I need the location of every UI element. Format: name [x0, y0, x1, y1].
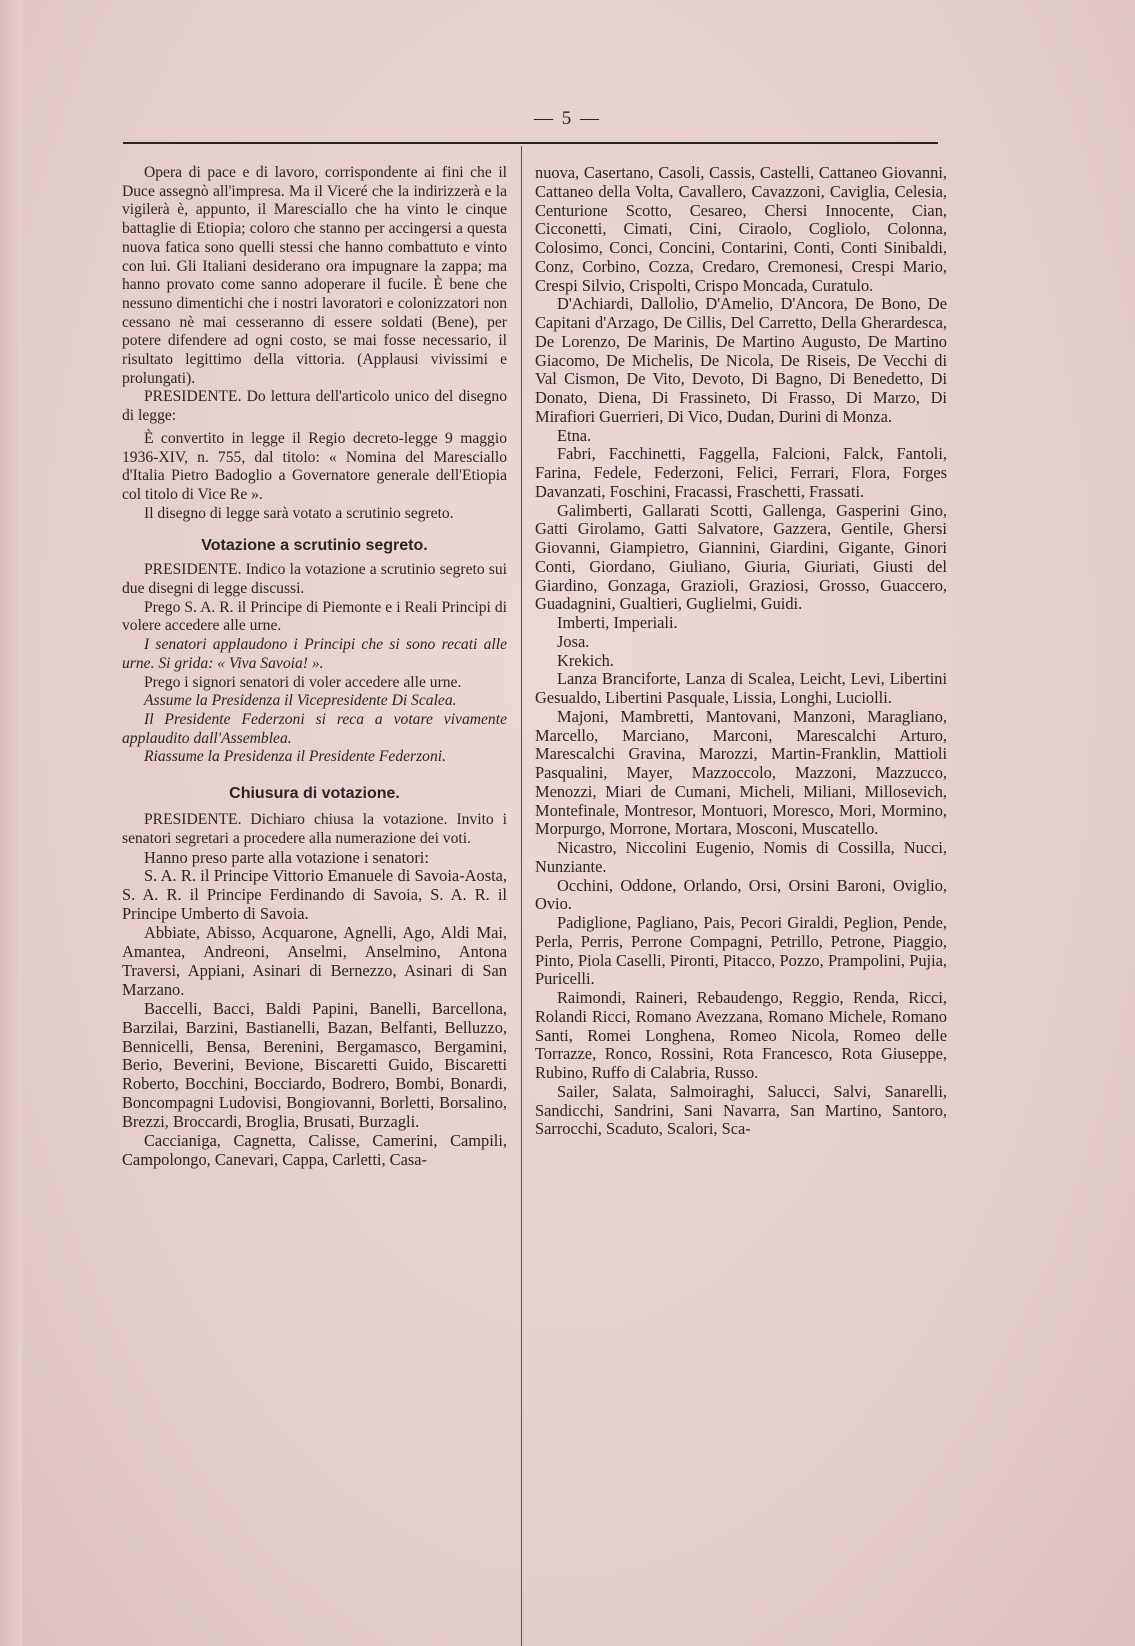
senators-g: Galimberti, Gallarati Scotti, Gallenga, Gasperini Gino, Gatti Girolamo, Gatti Salvatore, Gazzera, Gentile, Ghersi Giovanni, Giampietro, Giannini, Giardini, Gigante, Ginori Conti, Giordano, Giuliano, Giuria, Giuriati, Giusti del Giardino, Gonzaga, Grazioli, Graziosi, Grosso, Guaccero, Guadagnini, Gualtieri, Guglielmi, Guidi. [535, 500, 947, 614]
senators-b: Baccelli, Bacci, Baldi Papini, Banelli, Barcellona, Barzilai, Barzini, Bastianelli, Bazan, Belfanti, Belluzzo, Bennicelli, Bensa, Berenini, Bergamasco, Bergamini, Berio, Beverini, Bevione, Biscaretti Guido, Biscaretti Roberto, Bocchini, Bocciardo, Bodrero, Bombi, Bonardi, Boncompagni Ludovisi, Bongiovanni, Borletti, Borsalino, Brezzi, Broccardi, Broglia, Brusati, Burzagli. [122, 998, 507, 1132]
paragraph-hanno-preso: Hanno preso parte alla votazione i senatori: [144, 847, 429, 867]
senators-l: Lanza Branciforte, Lanza di Scalea, Leicht, Levi, Libertini Gesualdo, Libertini Pasquale, Lissia, Longhi, Luciolli. [535, 669, 947, 707]
senators-d: D'Achiardi, Dallolio, D'Amelio, D'Ancora, De Bono, De Capitani d'Arzago, De Cillis, Del Carretto, Della Gherardesca, De Lorenzo, De Marinis, De Martino Augusto, De Martino Giacomo, De Michelis, De Nicola, De Riseis, De Vecchi di Val Cismon, De Vito, Devoto, Di Bagno, Di Benedetto, Di Donato, Diena, Di Frassineto, Di Frasso, Di Marzo, Di Mirafiori Guerrieri, Di Vico, Dudan, Durini di Monza. [535, 294, 947, 426]
paragraph-opera: Opera di pace e di lavoro, corrispondente ai fini che il Duce assegnò all'impresa. Ma il Viceré che la indirizzerà e la vigilerà è, appunto, il Maresciallo che ha vinto le cinque battaglie di Etiopia; coloro che stanno per accingersi a questa nuova fatica sono quelli stessi che hanno combattuto e vinto con lui. Gli Italiani desiderano ora impugnare la zappa; ma hanno provato come sanno adoperare il fucile. È bene che nessuno dimentichi che i nostri lavoratori e colonizzatori non cessano nè mai cesseranno di essere soldati (Bene), per potere difendere ad ogni costo, se mai fosse necessario, il risultato legittimo della vittoria. (Applausi vivissimi e prolungati). [122, 164, 507, 387]
paragraph-principi: S. A. R. il Principe Vittorio Emanuele di Savoia-Aosta, S. A. R. il Principe Ferdinando di Savoia, S. A. R. il Principe Umberto di Savoia. [122, 866, 507, 924]
senators-n: Nicastro, Niccolini Eugenio, Nomis di Cossilla, Nucci, Nunziante. [535, 838, 947, 876]
page-number: — 5 — [534, 108, 601, 129]
paragraph-indico: PRESIDENTE. Indico la votazione a scrutinio segreto sui due disegni di legge discussi. [122, 561, 507, 598]
senators-m: Majoni, Mambretti, Mantovani, Manzoni, Maragliano, Marcello, Marciano, Marconi, Marescalchi Arturo, Marescalchi Gravina, Marozzi, Martin-Franklin, Mattioli Pasqualini, Mayer, Mazzoccolo, Mazzoni, Mazzucco, Menozzi, Miari de Cumani, Micheli, Miliani, Millosevich, Montefinale, Montresor, Montuori, Moresco, Mori, Mormino, Morpurgo, Morrone, Mortara, Mosconi, Muscatello. [535, 706, 947, 839]
paragraph-disegno: Il disegno di legge sarà votato a scrutinio segreto. [144, 504, 454, 522]
paragraph-prego-senatori: Prego i signori senatori di voler accedere alle urne. [144, 673, 462, 691]
senators-r: Raimondi, Raineri, Rebaudengo, Reggio, Renda, Ricci, Rolandi Ricci, Romano Avezzana, Romano Michele, Romano Santi, Romei Longhena, Romeo Nicola, Romeo delle Torrazze, Ronco, Rossini, Rota Francesco, Rota Giuseppe, Rubino, Ruffo di Calabria, Russo. [535, 988, 947, 1082]
senators-c-start: Caccianiga, Cagnetta, Calisse, Camerini, Campili, Campolongo, Canevari, Cappa, Carletti, Casa- [122, 1131, 507, 1169]
paper-fold [0, 0, 22, 1646]
senators-a: Abbiate, Abisso, Acquarone, Agnelli, Ago, Aldi Mai, Amantea, Andreoni, Anselmi, Anselmino, Antona Traversi, Appiani, Asinari di Bernezzo, Asinari di San Marzano. [122, 923, 507, 999]
header-rule [123, 142, 938, 144]
heading-chiusura: Chiusura di votazione. [229, 785, 400, 803]
senators-k: Krekich. [557, 650, 614, 670]
senators-o: Occhini, Oddone, Orlando, Orsi, Orsini Baroni, Oviglio, Ovio. [535, 875, 947, 914]
senators-j: Josa. [557, 631, 590, 651]
paragraph-riassume-presidenza: Riassume la Presidenza il Presidente Federzoni. [144, 748, 447, 766]
paragraph-convertito: È convertito in legge il Regio decreto-legge 9 maggio 1936-XIV, n. 755, dal titolo: « Nomina del Maresciallo d'Italia Pietro Badoglio a Governatore generale dell'Etiopia col titolo di Vice Re ». [122, 429, 507, 503]
paragraph-senatori-applaudono: I senatori applaudono i Principi che si sono recati alle urne. Si grida: « Viva Savoia! ». [122, 636, 507, 672]
paragraph-federzoni-vota: Il Presidente Federzoni si reca a votare vivamente applaudito dall'Assemblea. [122, 710, 507, 747]
heading-votazione: Votazione a scrutinio segreto. [201, 537, 428, 555]
senators-e: Etna. [557, 425, 592, 445]
senators-c-cont: nuova, Casertano, Casoli, Cassis, Castelli, Cattaneo Giovanni, Cattaneo della Volta, Cavallero, Cavazzoni, Caviglia, Celesia, Centurione Scotto, Cesareo, Chersi Innocente, Cian, Cicconetti, Cimati, Cini, Ciraolo, Cogliolo, Colonna, Colosimo, Conci, Concini, Contarini, Conti, Conti Sinibaldi, Conz, Corbino, Cozza, Credaro, Cremonesi, Crespi Mario, Crespi Silvio, Crispolti, Crispo Moncada, Curatulo. [535, 163, 947, 295]
right-column [535, 164, 947, 1139]
left-column [122, 164, 507, 1170]
senators-p: Padiglione, Pagliano, Pais, Pecori Giraldi, Peglion, Pende, Perla, Perris, Perrone Compagni, Petrillo, Petrone, Piaggio, Pinto, Piola Caselli, Pironti, Pitacco, Pozzo, Prampolini, Pujia, Puricelli. [535, 913, 947, 989]
paragraph-presidente-lettura: PRESIDENTE. Do lettura dell'articolo unico del disegno di legge: [122, 388, 507, 425]
paragraph-dichiaro: PRESIDENTE. Dichiaro chiusa la votazione. Invito i senatori segretari a procedere alla numerazione dei voti. [122, 811, 507, 847]
paragraph-assume-presidenza: Assume la Presidenza il Vicepresidente Di Scalea. [144, 692, 457, 710]
senators-s: Sailer, Salata, Salmoiraghi, Salucci, Salvi, Sanarelli, Sandicchi, Sandrini, Sani Navarra, San Martino, Santoro, Sarrocchi, Scaduto, Scalori, Sca- [535, 1081, 947, 1139]
column-divider [521, 146, 522, 1646]
senators-f: Fabri, Facchinetti, Faggella, Falcioni, Falck, Fantoli, Farina, Fedele, Federzoni, Felici, Ferrari, Flora, Forges Davanzati, Foschini, Fracassi, Fraschetti, Frassati. [535, 444, 947, 501]
paragraph-prego-principe: Prego S. A. R. il Principe di Piemonte e i Reali Principi di volere accedere alle urne. [122, 598, 507, 635]
senators-i: Imberti, Imperiali. [557, 613, 678, 632]
